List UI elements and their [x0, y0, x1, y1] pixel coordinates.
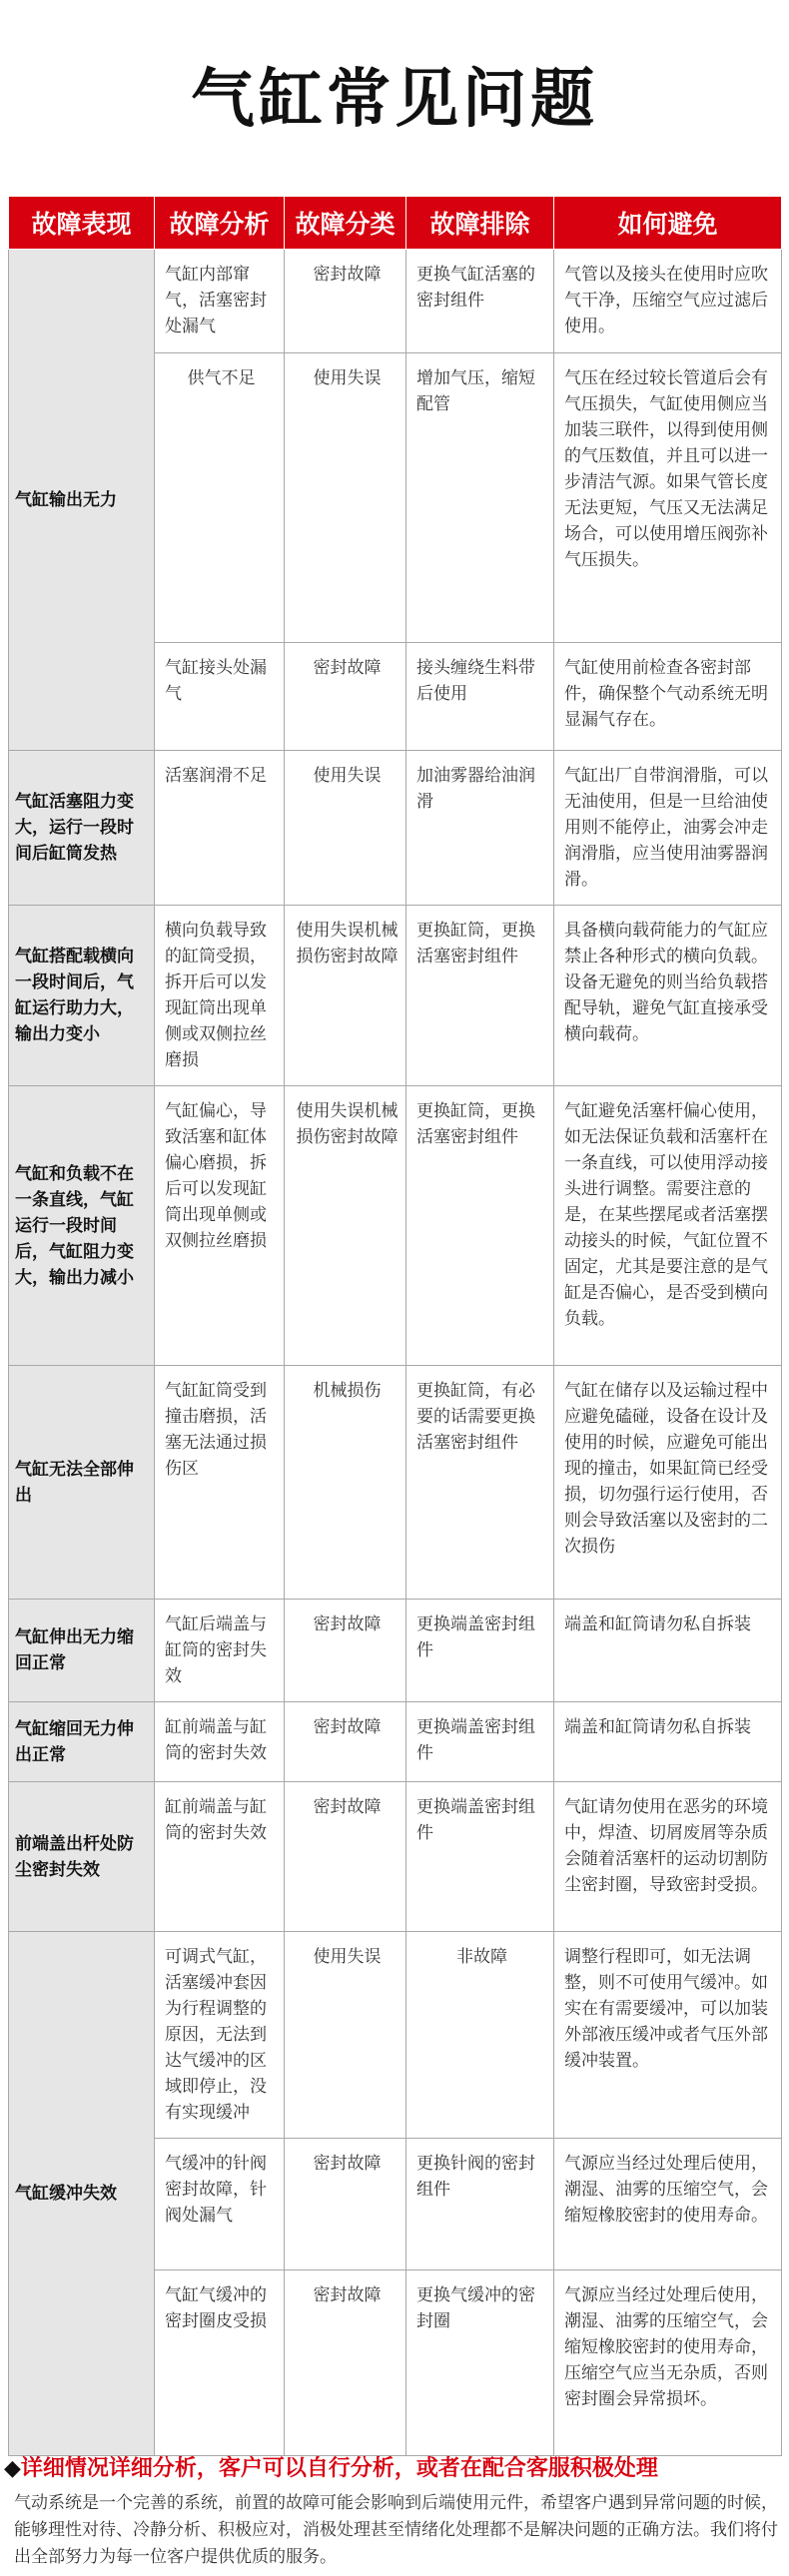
note-body: 气动系统是一个完善的系统，前置的故障可能会影响到后端使用元件，希望客户遇到异常问题的时候，能够理性对待、冷静分析、积极应对，消极处理甚至情绪化处理都不是解决问题的正确方法。我们将付出全部努力为每一位客户提供优质的服务。 — [14, 2493, 778, 2567]
fix-cell: 更换缸筒，更换活塞密封组件 — [406, 906, 554, 1086]
note-heading-text: 详细情况详细分析，客户可以自行分析，或者在配合客服积极处理 — [20, 2456, 658, 2481]
header-avoid: 如何避免 — [554, 197, 782, 250]
category-cell: 使用失误机械损伤密封故障 — [285, 1086, 406, 1366]
fix-cell: 更换缸筒，有必要的话需要更换活塞密封组件 — [406, 1366, 554, 1600]
symptom-cell: 气缸活塞阻力变大，运行一段时间后缸筒发热 — [9, 751, 155, 906]
table-row — [9, 1782, 782, 1932]
symptom-cell: 气缸缓冲失效 — [9, 1932, 155, 2456]
category-cell: 密封故障 — [285, 1782, 406, 1932]
category-cell: 使用失误机械损伤密封故障 — [285, 906, 406, 1086]
diamond-icon: ◆ — [4, 2456, 21, 2481]
category-cell: 使用失误 — [285, 751, 406, 906]
page-title: 气缸常见问题 — [191, 63, 598, 137]
avoid-cell: 气源应当经过处理后使用，潮湿、油雾的压缩空气，会缩短橡胶密封的使用寿命。 — [554, 2139, 782, 2270]
avoid-cell: 气缸请勿使用在恶劣的环境中，焊渣、切屑废屑等杂质会随着活塞杆的运动切割防尘密封圈，导致密封受损。 — [554, 1782, 782, 1932]
header-symptom: 故障表现 — [9, 197, 155, 250]
symptom-cell: 气缸搭配载横向一段时间后，气缸运行助力大，输出力变小 — [9, 906, 155, 1086]
header-analysis: 故障分析 — [155, 197, 285, 250]
analysis-cell: 气缸偏心，导致活塞和缸体偏心磨损，拆后可以发现缸筒出现单侧或双侧拉丝磨损 — [155, 1086, 285, 1366]
category-cell: 使用失误 — [285, 1932, 406, 2139]
fix-cell: 非故障 — [406, 1932, 554, 2139]
avoid-cell: 气源应当经过处理后使用，潮湿、油雾的压缩空气，会缩短橡胶密封的使用寿命，压缩空气应当无杂质，否则密封圈会异常损坏。 — [554, 2270, 782, 2456]
fix-cell: 加油雾器给油润滑 — [406, 751, 554, 906]
fix-cell: 更换端盖密封组件 — [406, 1600, 554, 1702]
category-cell: 密封故障 — [285, 643, 406, 751]
fault-table — [8, 196, 782, 2456]
fix-cell: 接头缠绕生料带后使用 — [406, 643, 554, 751]
fix-cell: 增加气压，缩短配管 — [406, 353, 554, 643]
category-cell: 使用失误 — [285, 353, 406, 643]
avoid-cell: 气缸在储存以及运输过程中应避免磕碰，设备在设计及使用的时候，应避免可能出现的撞击，如果缸筒已经受损，切勿强行运行使用，否则会导致活塞以及密封的二次损伤 — [554, 1366, 782, 1600]
table-row — [9, 906, 782, 1086]
table-row — [9, 1932, 782, 2139]
avoid-cell: 气缸出厂自带润滑脂，可以无油使用，但是一旦给油使用则不能停止，油雾会冲走润滑脂，应当使用油雾器润滑。 — [554, 751, 782, 906]
category-cell: 密封故障 — [285, 2139, 406, 2270]
symptom-cell: 气缸和负载不在一条直线，气缸运行一段时间后，气缸阻力变大，输出力减小 — [9, 1086, 155, 1366]
header-fix: 故障排除 — [406, 197, 554, 250]
avoid-cell: 气管以及接头在使用时应吹气干净，压缩空气应过滤后使用。 — [554, 250, 782, 353]
fix-cell: 更换缸筒，更换活塞密封组件 — [406, 1086, 554, 1366]
analysis-cell: 气缸内部窜气，活塞密封处漏气 — [155, 250, 285, 353]
analysis-cell: 活塞润滑不足 — [155, 751, 285, 906]
fix-cell: 更换端盖密封组件 — [406, 1782, 554, 1932]
analysis-cell: 缸前端盖与缸筒的密封失效 — [155, 1702, 285, 1782]
fix-cell: 更换端盖密封组件 — [406, 1702, 554, 1782]
symptom-cell: 气缸缩回无力伸出正常 — [9, 1702, 155, 1782]
table-row — [9, 1600, 782, 1702]
category-cell: 机械损伤 — [285, 1366, 406, 1600]
category-cell: 密封故障 — [285, 1702, 406, 1782]
analysis-cell: 横向负载导致的缸筒受损，拆开后可以发现缸筒出现单侧或双侧拉丝磨损 — [155, 906, 285, 1086]
analysis-cell: 气缸后端盖与缸筒的密封失效 — [155, 1600, 285, 1702]
table-row — [9, 1702, 782, 1782]
category-cell: 密封故障 — [285, 250, 406, 353]
analysis-cell: 可调式气缸，活塞缓冲套因为行程调整的原因，无法到达气缓冲的区域即停止，没有实现缓冲 — [155, 1932, 285, 2139]
analysis-cell: 气缸缸筒受到撞击磨损，活塞无法通过损伤区 — [155, 1366, 285, 1600]
fix-cell: 更换针阀的密封组件 — [406, 2139, 554, 2270]
analysis-cell: 供气不足 — [155, 353, 285, 643]
table-row — [9, 1366, 782, 1600]
symptom-cell: 气缸伸出无力缩回正常 — [9, 1600, 155, 1702]
category-cell: 密封故障 — [285, 2270, 406, 2456]
table-row — [9, 1086, 782, 1366]
table-row — [9, 751, 782, 906]
analysis-cell: 气缓冲的针阀密封故障，针阀处漏气 — [155, 2139, 285, 2270]
avoid-cell: 气缸避免活塞杆偏心使用，如无法保证负载和活塞杆在一条直线，可以使用浮动接头进行调整。需要注意的是，在某些摆尾或者活塞摆动接头的时候，气缸位置不固定，尤其是要注意的是气缸是否偏心，是否受到横向负载。 — [554, 1086, 782, 1366]
symptom-cell: 气缸输出无力 — [9, 250, 155, 751]
category-cell: 密封故障 — [285, 1600, 406, 1702]
avoid-cell: 具备横向载荷能力的气缸应禁止各种形式的横向负载。设备无避免的则当给负载搭配导轨，避免气缸直接承受横向载荷。 — [554, 906, 782, 1086]
header-category: 故障分类 — [285, 197, 406, 250]
analysis-cell: 气缸接头处漏气 — [155, 643, 285, 751]
fix-cell: 更换气缓冲的密封圈 — [406, 2270, 554, 2456]
analysis-cell: 气缸气缓冲的密封圈皮受损 — [155, 2270, 285, 2456]
avoid-cell: 调整行程即可，如无法调整，则不可使用气缓冲。如实在有需要缓冲，可以加装外部液压缓冲或者气压外部缓冲装置。 — [554, 1932, 782, 2139]
fix-cell: 更换气缸活塞的密封组件 — [406, 250, 554, 353]
avoid-cell: 端盖和缸筒请勿私自拆装 — [554, 1600, 782, 1702]
avoid-cell: 气缸使用前检查各密封部件，确保整个气动系统无明显漏气存在。 — [554, 643, 782, 751]
table-row — [9, 250, 782, 353]
note-heading — [4, 2451, 658, 2482]
avoid-cell: 气压在经过较长管道后会有气压损失，气缸使用侧应当加装三联件，以得到使用侧的气压数值，并且可以进一步清洁气源。如果气管长度无法更短，气压又无法满足场合，可以使用增压阀弥补气压损失。 — [554, 353, 782, 643]
symptom-cell: 前端盖出杆处防尘密封失效 — [9, 1782, 155, 1932]
symptom-cell: 气缸无法全部伸出 — [9, 1366, 155, 1600]
table-header-row — [9, 197, 782, 250]
avoid-cell: 端盖和缸筒请勿私自拆装 — [554, 1702, 782, 1782]
analysis-cell: 缸前端盖与缸筒的密封失效 — [155, 1782, 285, 1932]
